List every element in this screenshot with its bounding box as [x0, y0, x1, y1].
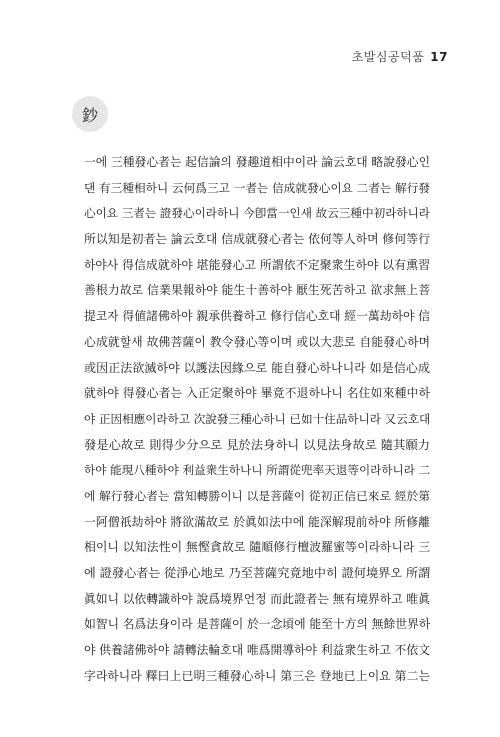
text-line: 或因正法欲滅하야 以護法因緣으로 能自發心하나니라 如是信心成 — [84, 360, 430, 375]
text-line: 提코자 得値諸佛하야 親承供養하고 修行信心호대 經一萬劫하야 信 — [84, 309, 430, 324]
text-line: 에 解行發心者는 當知轉勝이니 以是菩薩이 從初正信已來로 經於第 — [84, 488, 430, 503]
text-line: 야 正因相應이라하고 次說發三種心하니 已如十住品하니라 又云호대 — [84, 411, 430, 426]
text-line: 一에 三種發心者는 起信論의 發趣道相中이라 論云호대 略說發心인 — [84, 155, 430, 169]
text-line: 댄 有三種相하니 云何爲三고 一者는 信成就發心이요 二者는 解行發 — [84, 180, 430, 195]
text-line: 眞如니 以依轉識하야 說爲境界언정 而此證者는 無有境界하고 唯眞 — [84, 591, 430, 606]
text-line: 善根力故로 信業果報하야 能生十善하야 厭生死苦하고 欲求無上菩 — [84, 283, 430, 298]
text-line: 하야사 得信成就하야 堪能發心고 所謂依不定聚衆生하야 以有熏習 — [84, 257, 430, 272]
text-line: 字라하니라 釋曰上已明三種發心하니 第三은 登地已上이요 第二는 — [84, 668, 430, 683]
text-line: 야 供養諸佛하야 請轉法輪호대 唯爲開導하야 利益衆生하고 不依文 — [84, 643, 430, 658]
text-line: 하야 能現八種하야 利益衆生하나니 所謂從兜率天退等이라하니라 二 — [84, 463, 430, 478]
text-line: 發是心故로 則得少分으로 見於法身하니 以見法身故로 隨其願力 — [84, 437, 430, 452]
text-line: 如智니 名爲法身이라 是菩薩이 於一念頃에 能至十方의 無餘世界하 — [84, 617, 430, 632]
text-line: 心이요 三者는 證發心이라하니 今卽當一인새 故云三種中初라하니라 — [84, 206, 430, 221]
commentary-mark-badge: 鈔 — [72, 96, 108, 132]
text-line: 就하야 得發心者는 入正定聚하야 畢竟不退하나니 名住如來種中하 — [84, 386, 430, 401]
running-header — [352, 48, 448, 65]
page-number: 17 — [430, 50, 448, 64]
text-line: 一阿僧祇劫하야 將欲滿故로 於眞如法中에 能深解現前하야 所修離 — [84, 514, 430, 529]
text-line: 에 證發心者는 從淨心地로 乃至菩薩究竟地中히 證何境界오 所謂 — [84, 566, 430, 580]
text-line: 心成就할새 故佛菩薩이 教令發心等이며 或以大悲로 自能發心하며 — [84, 334, 430, 349]
commentary-body — [84, 150, 430, 689]
text-line: 相이니 以知法性이 無慳貪故로 隨順修行檀波羅蜜等이라하니라 三 — [84, 540, 430, 555]
text-line: 所以知是初者는 論云호대 信成就發心者는 依何等人하며 修何等行 — [84, 232, 430, 247]
chapter-title: 초발심공덕품 — [351, 50, 425, 64]
